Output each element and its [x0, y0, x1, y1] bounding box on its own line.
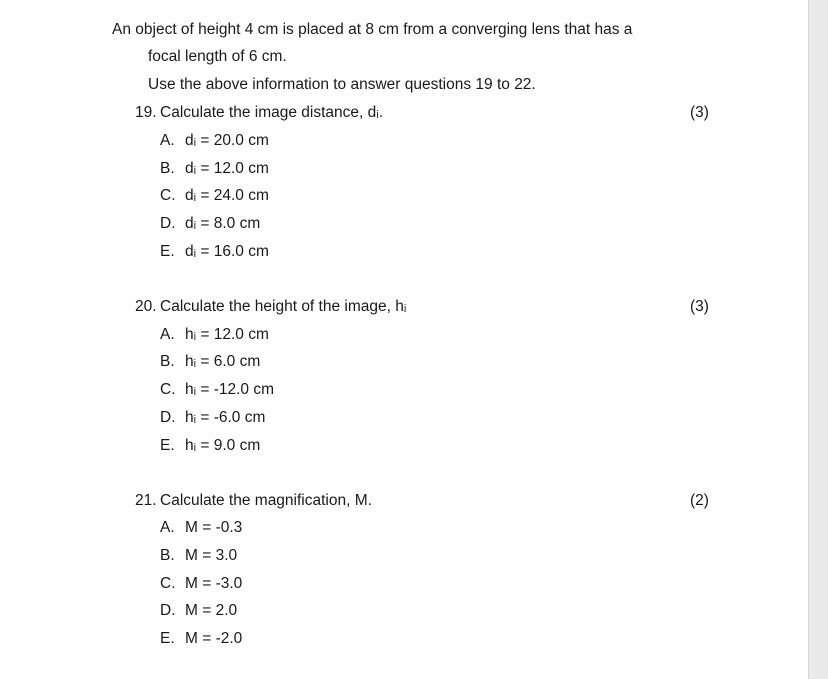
option-letter: D.	[160, 602, 176, 619]
question-text: Calculate the magnification, M.	[160, 492, 372, 509]
question-number: 20.	[135, 298, 157, 315]
question-marks: (3)	[690, 104, 709, 121]
option-text: dᵢ = 16.0 cm	[185, 243, 269, 260]
option-text: M = -3.0	[185, 575, 243, 592]
option-letter: E.	[160, 437, 175, 454]
option-text: M = 2.0	[185, 602, 238, 619]
option-text: dᵢ = 12.0 cm	[185, 160, 269, 177]
option-text: hᵢ = 9.0 cm	[185, 437, 261, 454]
option-text: hᵢ = -12.0 cm	[185, 381, 275, 398]
question-marks: (3)	[690, 298, 709, 315]
question-number: 21.	[135, 492, 157, 509]
option-text: hᵢ = 12.0 cm	[185, 326, 269, 343]
question-text: Calculate the image distance, dᵢ.	[160, 104, 384, 121]
option-letter: D.	[160, 409, 176, 426]
option-text: hᵢ = 6.0 cm	[185, 353, 261, 370]
option-letter: B.	[160, 160, 175, 177]
option-letter: A.	[160, 326, 175, 343]
option-letter: B.	[160, 547, 175, 564]
option-text: dᵢ = 8.0 cm	[185, 215, 261, 232]
option-letter: C.	[160, 381, 176, 398]
option-text: M = -0.3	[185, 519, 243, 536]
intro-line-2: focal length of 6 cm.	[148, 48, 287, 65]
option-letter: B.	[160, 353, 175, 370]
option-text: M = 3.0	[185, 547, 238, 564]
option-text: hᵢ = -6.0 cm	[185, 409, 266, 426]
question-number: 19.	[135, 104, 157, 121]
option-letter: C.	[160, 575, 176, 592]
question-marks: (2)	[690, 492, 709, 509]
option-letter: A.	[160, 132, 175, 149]
option-letter: C.	[160, 187, 176, 204]
intro-line-3: Use the above information to answer questions 19 to 22.	[148, 76, 536, 93]
option-letter: E.	[160, 630, 175, 647]
question-text: Calculate the height of the image, hᵢ	[160, 298, 407, 315]
option-letter: A.	[160, 519, 175, 536]
option-text: dᵢ = 24.0 cm	[185, 187, 269, 204]
intro-line-1: An object of height 4 cm is placed at 8 cm from a converging lens that has a	[112, 21, 633, 38]
option-letter: D.	[160, 215, 176, 232]
option-text: dᵢ = 20.0 cm	[185, 132, 269, 149]
option-text: M = -2.0	[185, 630, 243, 647]
option-letter: E.	[160, 243, 175, 260]
